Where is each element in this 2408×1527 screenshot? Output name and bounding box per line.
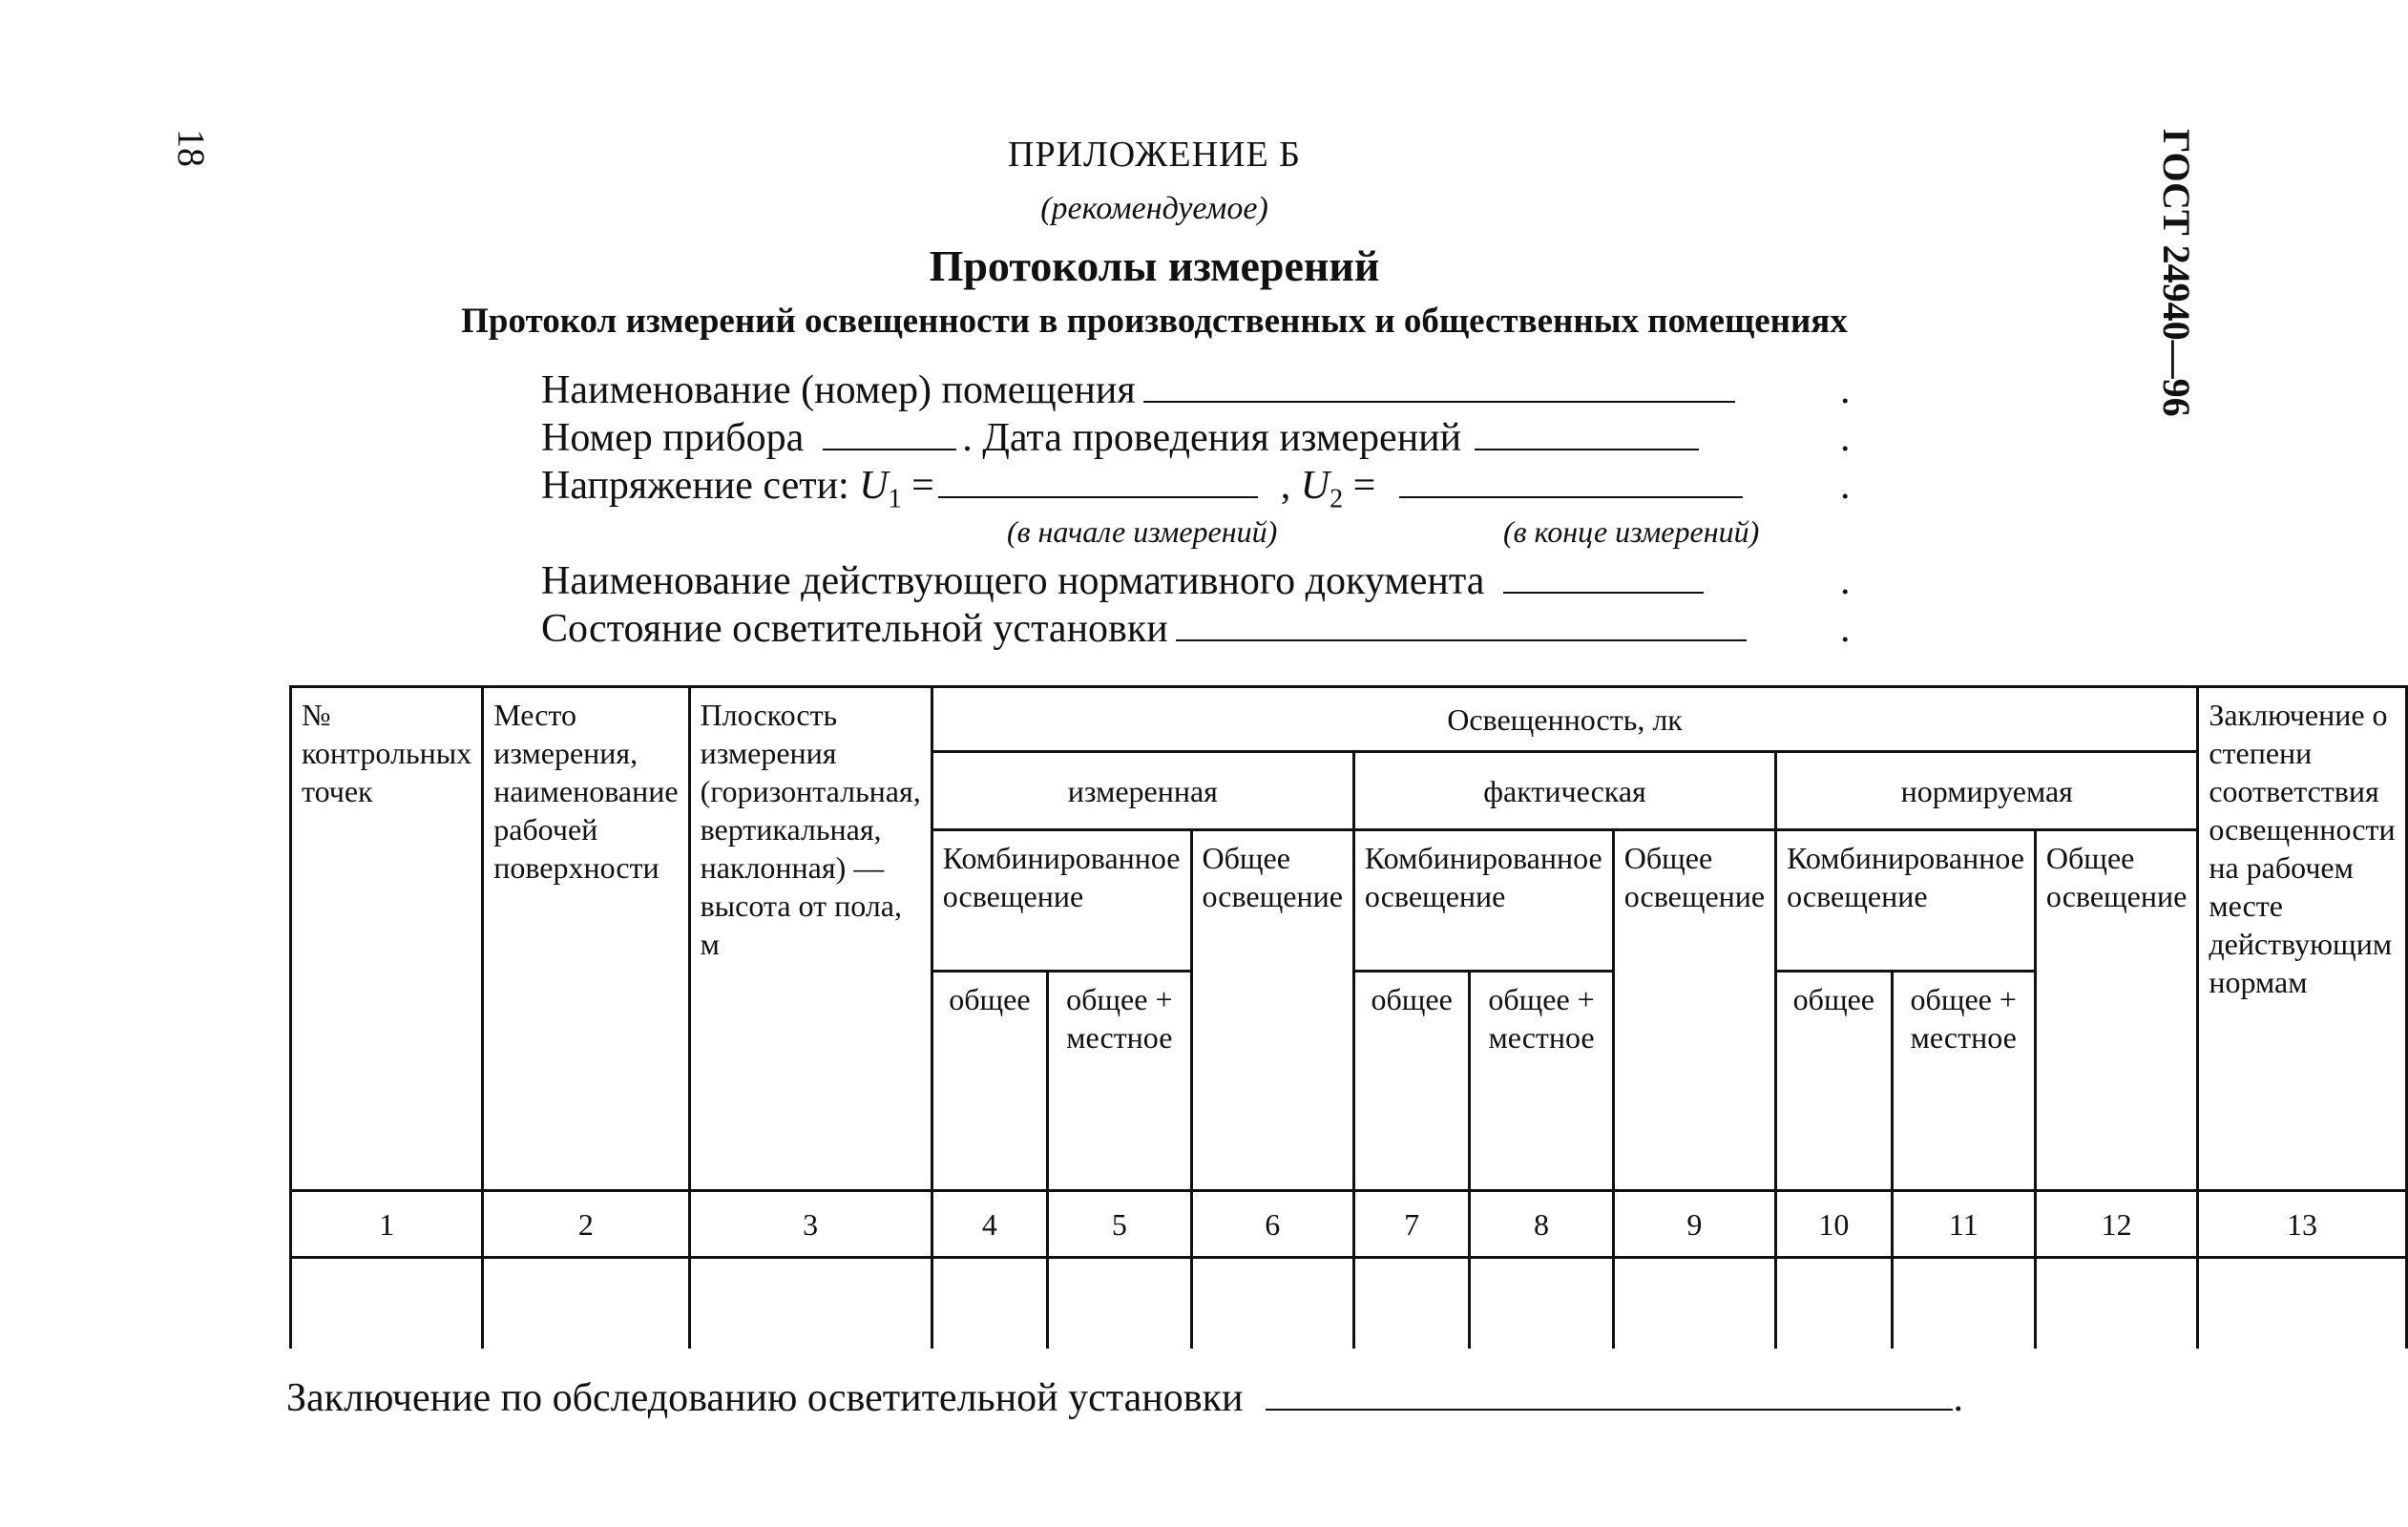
col-place-header: Место измерения, наименование рабочей поверхности [483,687,689,1191]
hint-start: (в начале измерений) [1007,514,1278,549]
column-number: 7 [1353,1191,1469,1258]
voltage-label: Напряжение сети: [541,464,849,508]
device-date-field [541,418,1699,458]
measurement-table [289,685,2408,1349]
general-subheader: общее [932,972,1047,1191]
installation-state-blank[interactable] [1176,609,1747,641]
general-lighting-header: Общее освещение [2035,830,2197,1191]
empty-cell[interactable] [1353,1258,1469,1349]
u2-symbol: U [1300,464,1330,508]
hint-end: (в конце измерений) [1503,514,1760,549]
illuminance-header: Освещенность, лк [932,687,2198,752]
u1-symbol: U [859,464,889,508]
sub-title: Протокол измерений освещенности в производственных и общественных помещениях [461,302,1848,341]
normative-doc-blank[interactable] [1503,561,1704,594]
combined-header: Комбинированное освещение [1776,830,2036,972]
measurement-date-label: . Дата проведения измерений [962,416,1462,460]
actual-header: фактическая [1353,752,1775,830]
measurement-date-blank[interactable] [1475,418,1699,450]
conclusion-label: Заключение по обследованию осветительной установки [286,1376,1244,1420]
column-number: 13 [2198,1191,2406,1258]
room-name-blank[interactable] [1143,370,1735,403]
empty-cell[interactable] [1191,1258,1353,1349]
u1-blank[interactable] [938,466,1258,498]
empty-cell[interactable] [1776,1258,1892,1349]
empty-cell[interactable] [1613,1258,1775,1349]
general-local-subheader: общее + местное [1470,972,1613,1191]
appendix-title: ПРИЛОЖЕНИЕ Б [1008,135,1301,175]
line-dot: . [1840,464,1851,508]
device-number-label: Номер прибора [541,416,805,460]
line-dot: . [1840,607,1851,651]
room-name-label: Наименование (номер) помещения [541,368,1136,412]
column-number: 1 [291,1191,483,1258]
room-name-field [541,370,1735,410]
u2-blank[interactable] [1399,466,1743,498]
installation-state-field [541,609,1747,649]
normative-doc-label: Наименование действующего нормативного документа [541,559,1485,603]
column-number: 10 [1776,1191,1892,1258]
empty-cell[interactable] [1892,1258,2035,1349]
page-number: 18 [170,129,213,167]
appendix-status: (рекомендуемое) [1040,191,1268,226]
u2-subscript: 2 [1330,484,1344,514]
main-title: Протоколы измерений [929,241,1380,290]
installation-state-label: Состояние осветительной установки [541,607,1168,651]
general-subheader: общее [1776,972,1892,1191]
empty-cell[interactable] [483,1258,689,1349]
standard-code: ГОСТ 24940—96 [2155,129,2198,417]
empty-cell[interactable] [2035,1258,2197,1349]
normative-doc-field [541,561,1704,601]
combined-header: Комбинированное освещение [932,830,1191,972]
column-number: 12 [2035,1191,2197,1258]
line-dot: . [1840,559,1851,603]
general-subheader: общее [1353,972,1469,1191]
col-conclusion-header: Заключение о степени соответствия освещенности на рабочем месте действующим нормам [2198,687,2406,1191]
empty-cell[interactable] [689,1258,932,1349]
general-lighting-header: Общее освещение [1191,830,1353,1191]
empty-cell[interactable] [2198,1258,2406,1349]
measured-header: измеренная [932,752,1353,830]
empty-cell[interactable] [1048,1258,1191,1349]
general-local-subheader: общее + местное [1892,972,2035,1191]
u1-subscript: 1 [888,484,902,514]
empty-data-row [291,1258,2407,1349]
normative-header: нормируемая [1776,752,2198,830]
column-number: 8 [1470,1191,1613,1258]
general-lighting-header: Общее освещение [1613,830,1775,1191]
column-number: 3 [689,1191,932,1258]
empty-cell[interactable] [932,1258,1047,1349]
general-local-subheader: общее + местное [1048,972,1191,1191]
column-number: 11 [1892,1191,2035,1258]
conclusion-blank[interactable] [1266,1378,1953,1411]
voltage-field: Напряжение сети: $U_1$ = , $U_2$ = [541,466,1743,512]
column-number: 5 [1048,1191,1191,1258]
conclusion-dot: . [1953,1376,1963,1420]
device-number-blank[interactable] [823,418,956,450]
line-dot: . [1840,368,1851,412]
line-dot: . [1840,416,1851,460]
col-point-number-header: № контрольных точек [291,687,483,1191]
combined-header: Комбинированное освещение [1353,830,1613,972]
column-number: 2 [483,1191,689,1258]
empty-cell[interactable] [291,1258,483,1349]
column-number-row [291,1191,2407,1258]
col-plane-header: Плоскость измерения (горизонтальная, вертикальная, наклонная) — высота от пола, м [689,687,932,1191]
column-number: 6 [1191,1191,1353,1258]
conclusion-field [286,1378,1963,1418]
column-number: 9 [1613,1191,1775,1258]
column-number: 4 [932,1191,1047,1258]
empty-cell[interactable] [1470,1258,1613,1349]
